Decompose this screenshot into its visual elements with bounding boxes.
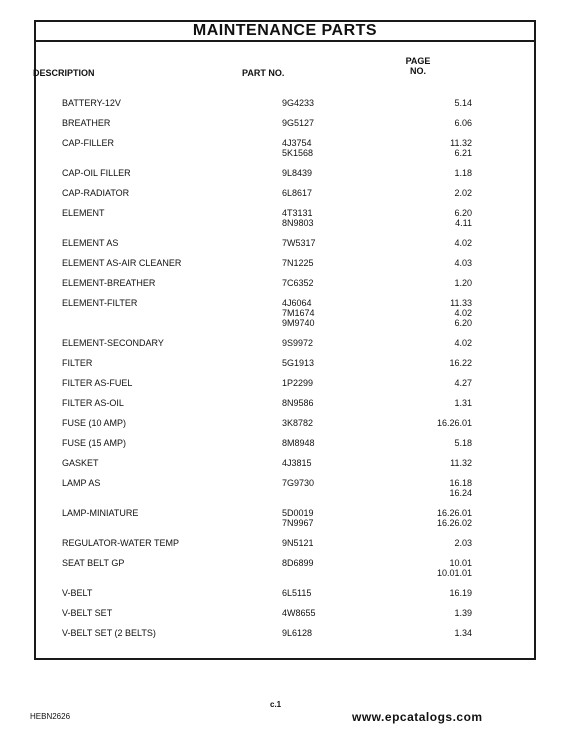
part-numbers — [282, 98, 342, 108]
page-number-ref: 11.32 — [450, 138, 472, 148]
page-numbers — [402, 298, 472, 328]
page-numbers — [402, 558, 472, 578]
part-description: SEAT BELT GP — [62, 558, 125, 568]
part-description: BREATHER — [62, 118, 111, 128]
part-description: FILTER AS-OIL — [62, 398, 124, 408]
part-description: ELEMENT AS — [62, 238, 119, 248]
part-description: GASKET — [62, 458, 99, 468]
part-description: FILTER AS-FUEL — [62, 378, 133, 388]
table-row — [62, 378, 472, 388]
page-numbers — [402, 398, 472, 408]
part-description: V-BELT SET (2 BELTS) — [62, 628, 156, 638]
header-part-no: PART NO. — [242, 68, 285, 78]
page-number-ref: 11.33 — [450, 298, 472, 308]
table-row — [62, 138, 472, 158]
part-numbers — [282, 358, 342, 368]
part-number: 5G1913 — [282, 358, 315, 368]
page-number-ref: 6.20 — [454, 318, 472, 328]
table-row — [62, 508, 472, 528]
part-number: 9M9740 — [282, 318, 315, 328]
page-numbers — [402, 278, 472, 288]
table-row — [62, 298, 472, 328]
page-numbers — [402, 98, 472, 108]
page-number-ref: 16.22 — [449, 358, 472, 368]
part-description: FUSE (15 AMP) — [62, 438, 127, 448]
part-numbers — [282, 398, 342, 408]
table-row — [62, 478, 472, 498]
part-description: REGULATOR-WATER TEMP — [62, 538, 180, 548]
page-numbers — [402, 358, 472, 368]
page-number-ref: 4.02 — [454, 308, 472, 318]
part-numbers — [282, 168, 342, 178]
part-numbers — [282, 188, 342, 198]
page-number-ref: 16.19 — [449, 588, 472, 598]
part-numbers — [282, 418, 342, 428]
part-description: ELEMENT-BREATHER — [62, 278, 156, 288]
page-numbers — [402, 208, 472, 228]
page-number-ref: 4.27 — [454, 378, 472, 388]
table-row — [62, 258, 472, 268]
table-row — [62, 398, 472, 408]
part-description: FILTER — [62, 358, 93, 368]
part-number: 9L6128 — [282, 628, 313, 638]
part-number: 7W5317 — [282, 238, 316, 248]
table-row — [62, 168, 472, 178]
page-numbers — [402, 608, 472, 618]
part-number: 7G9730 — [282, 478, 315, 488]
page-number-ref: 10.01.01 — [436, 568, 472, 578]
table-row — [62, 558, 472, 578]
page-numbers — [402, 258, 472, 268]
page-numbers — [402, 138, 472, 158]
page-number-ref: 6.20 — [454, 208, 472, 218]
part-numbers — [282, 138, 342, 158]
part-number: 8N9803 — [282, 218, 314, 228]
part-numbers — [282, 608, 342, 618]
part-description: LAMP-MINIATURE — [62, 508, 139, 518]
part-number: 9G5127 — [282, 118, 315, 128]
part-number: 8D6899 — [282, 558, 314, 568]
part-numbers — [282, 338, 342, 348]
page-numbers — [402, 458, 472, 468]
table-row — [62, 358, 472, 368]
page-number-ref: 6.21 — [454, 148, 472, 158]
page-number-ref: 2.02 — [454, 188, 472, 198]
page-number-ref: 4.11 — [455, 218, 472, 228]
part-number: 9G4233 — [282, 98, 315, 108]
part-description: V-BELT SET — [62, 608, 113, 618]
part-numbers — [282, 278, 342, 288]
part-number: 4T3131 — [282, 208, 313, 218]
part-number: 8M8948 — [282, 438, 315, 448]
part-numbers — [282, 478, 342, 488]
part-numbers — [282, 628, 342, 638]
table-row — [62, 628, 472, 638]
page-number-ref: 5.14 — [454, 98, 472, 108]
part-description: ELEMENT-SECONDARY — [62, 338, 164, 348]
part-numbers — [282, 258, 342, 268]
part-number: 6L8617 — [282, 188, 313, 198]
page-numbers — [402, 188, 472, 198]
page-number-ref: 16.26.01 — [436, 508, 472, 518]
part-description: CAP-OIL FILLER — [62, 168, 131, 178]
part-numbers — [282, 378, 342, 388]
header-page-line1: PAGE — [405, 56, 431, 66]
page-numbers — [402, 478, 472, 498]
page-number-ref: 1.39 — [454, 608, 472, 618]
page-number-ref: 4.02 — [454, 238, 472, 248]
page-number-ref: 6.06 — [454, 118, 472, 128]
part-number: 9S9972 — [282, 338, 314, 348]
table-row — [62, 438, 472, 448]
page-numbers — [402, 508, 472, 528]
part-description: CAP-RADIATOR — [62, 188, 130, 198]
page-number-ref: 16.24 — [449, 488, 472, 498]
part-number: 7N1225 — [282, 258, 314, 268]
page-numbers — [402, 238, 472, 248]
document-code: HEBN2626 — [30, 712, 71, 721]
part-description: V-BELT — [62, 588, 93, 598]
table-row — [62, 208, 472, 228]
header-description: DESCRIPTION — [33, 68, 95, 78]
page-number-ref: 1.34 — [454, 628, 472, 638]
part-description: ELEMENT — [62, 208, 105, 218]
part-number: 4J3754 — [282, 138, 312, 148]
table-row — [62, 188, 472, 198]
page-number-ref: 16.18 — [449, 478, 472, 488]
table-row — [62, 418, 472, 428]
part-numbers — [282, 208, 342, 228]
part-number: 4J3815 — [282, 458, 312, 468]
page-numbers — [402, 438, 472, 448]
page-number-ref: 16.26.01 — [436, 418, 472, 428]
part-number: 4W8655 — [282, 608, 316, 618]
part-description: ELEMENT AS-AIR CLEANER — [62, 258, 182, 268]
table-row — [62, 238, 472, 248]
website-watermark: www.epcatalogs.com — [352, 710, 483, 724]
header-page-no — [400, 56, 436, 76]
page-number-ref: 1.20 — [454, 278, 472, 288]
part-number: 1P2299 — [282, 378, 314, 388]
part-description: ELEMENT-FILTER — [62, 298, 138, 308]
part-numbers — [282, 458, 342, 468]
part-number: 3K8782 — [282, 418, 314, 428]
part-description: LAMP AS — [62, 478, 101, 488]
part-numbers — [282, 118, 342, 128]
part-numbers — [282, 238, 342, 248]
page-title: MAINTENANCE PARTS — [36, 22, 534, 42]
page-number-ref: 1.31 — [454, 398, 472, 408]
page-numbers — [402, 378, 472, 388]
table-row — [62, 538, 472, 548]
page-numbers — [402, 418, 472, 428]
part-numbers — [282, 538, 342, 548]
page-number-ref: 5.18 — [454, 438, 472, 448]
page-numbers — [402, 338, 472, 348]
part-numbers — [282, 508, 342, 528]
part-number: 8N9586 — [282, 398, 314, 408]
page-number-ref: 10.01 — [449, 558, 472, 568]
page-number-ref: 2.03 — [454, 538, 472, 548]
part-number: 9L8439 — [282, 168, 313, 178]
part-number: 9N5121 — [282, 538, 314, 548]
page-numbers — [402, 118, 472, 128]
part-number: 4J6064 — [282, 298, 312, 308]
part-number: 7M1674 — [282, 308, 315, 318]
table-row — [62, 278, 472, 288]
page-number-ref: 4.02 — [454, 338, 472, 348]
part-number: 7N9967 — [282, 518, 314, 528]
part-number: 5D0019 — [282, 508, 314, 518]
page-numbers — [402, 538, 472, 548]
part-numbers — [282, 298, 342, 328]
header-page-line2: NO. — [409, 66, 426, 76]
part-number: 5K1568 — [282, 148, 314, 158]
table-row — [62, 608, 472, 618]
page-numbers — [402, 588, 472, 598]
page-number-ref: 16.26.02 — [436, 518, 472, 528]
part-number: 6L5115 — [282, 588, 312, 598]
table-row — [62, 338, 472, 348]
page-numbers — [402, 168, 472, 178]
table-row — [62, 118, 472, 128]
table-row — [62, 98, 472, 108]
part-number: 7C6352 — [282, 278, 314, 288]
page-number-ref: 11.32 — [450, 458, 472, 468]
page-numbers — [402, 628, 472, 638]
page-number: c.1 — [270, 700, 282, 709]
part-numbers — [282, 438, 342, 448]
part-description: FUSE (10 AMP) — [62, 418, 127, 428]
part-description: CAP-FILLER — [62, 138, 115, 148]
part-numbers — [282, 588, 342, 598]
page-number-ref: 1.18 — [454, 168, 472, 178]
part-description: BATTERY-12V — [62, 98, 121, 108]
table-row — [62, 458, 472, 468]
part-numbers — [282, 558, 342, 568]
table-row — [62, 588, 472, 598]
page-number-ref: 4.03 — [454, 258, 472, 268]
